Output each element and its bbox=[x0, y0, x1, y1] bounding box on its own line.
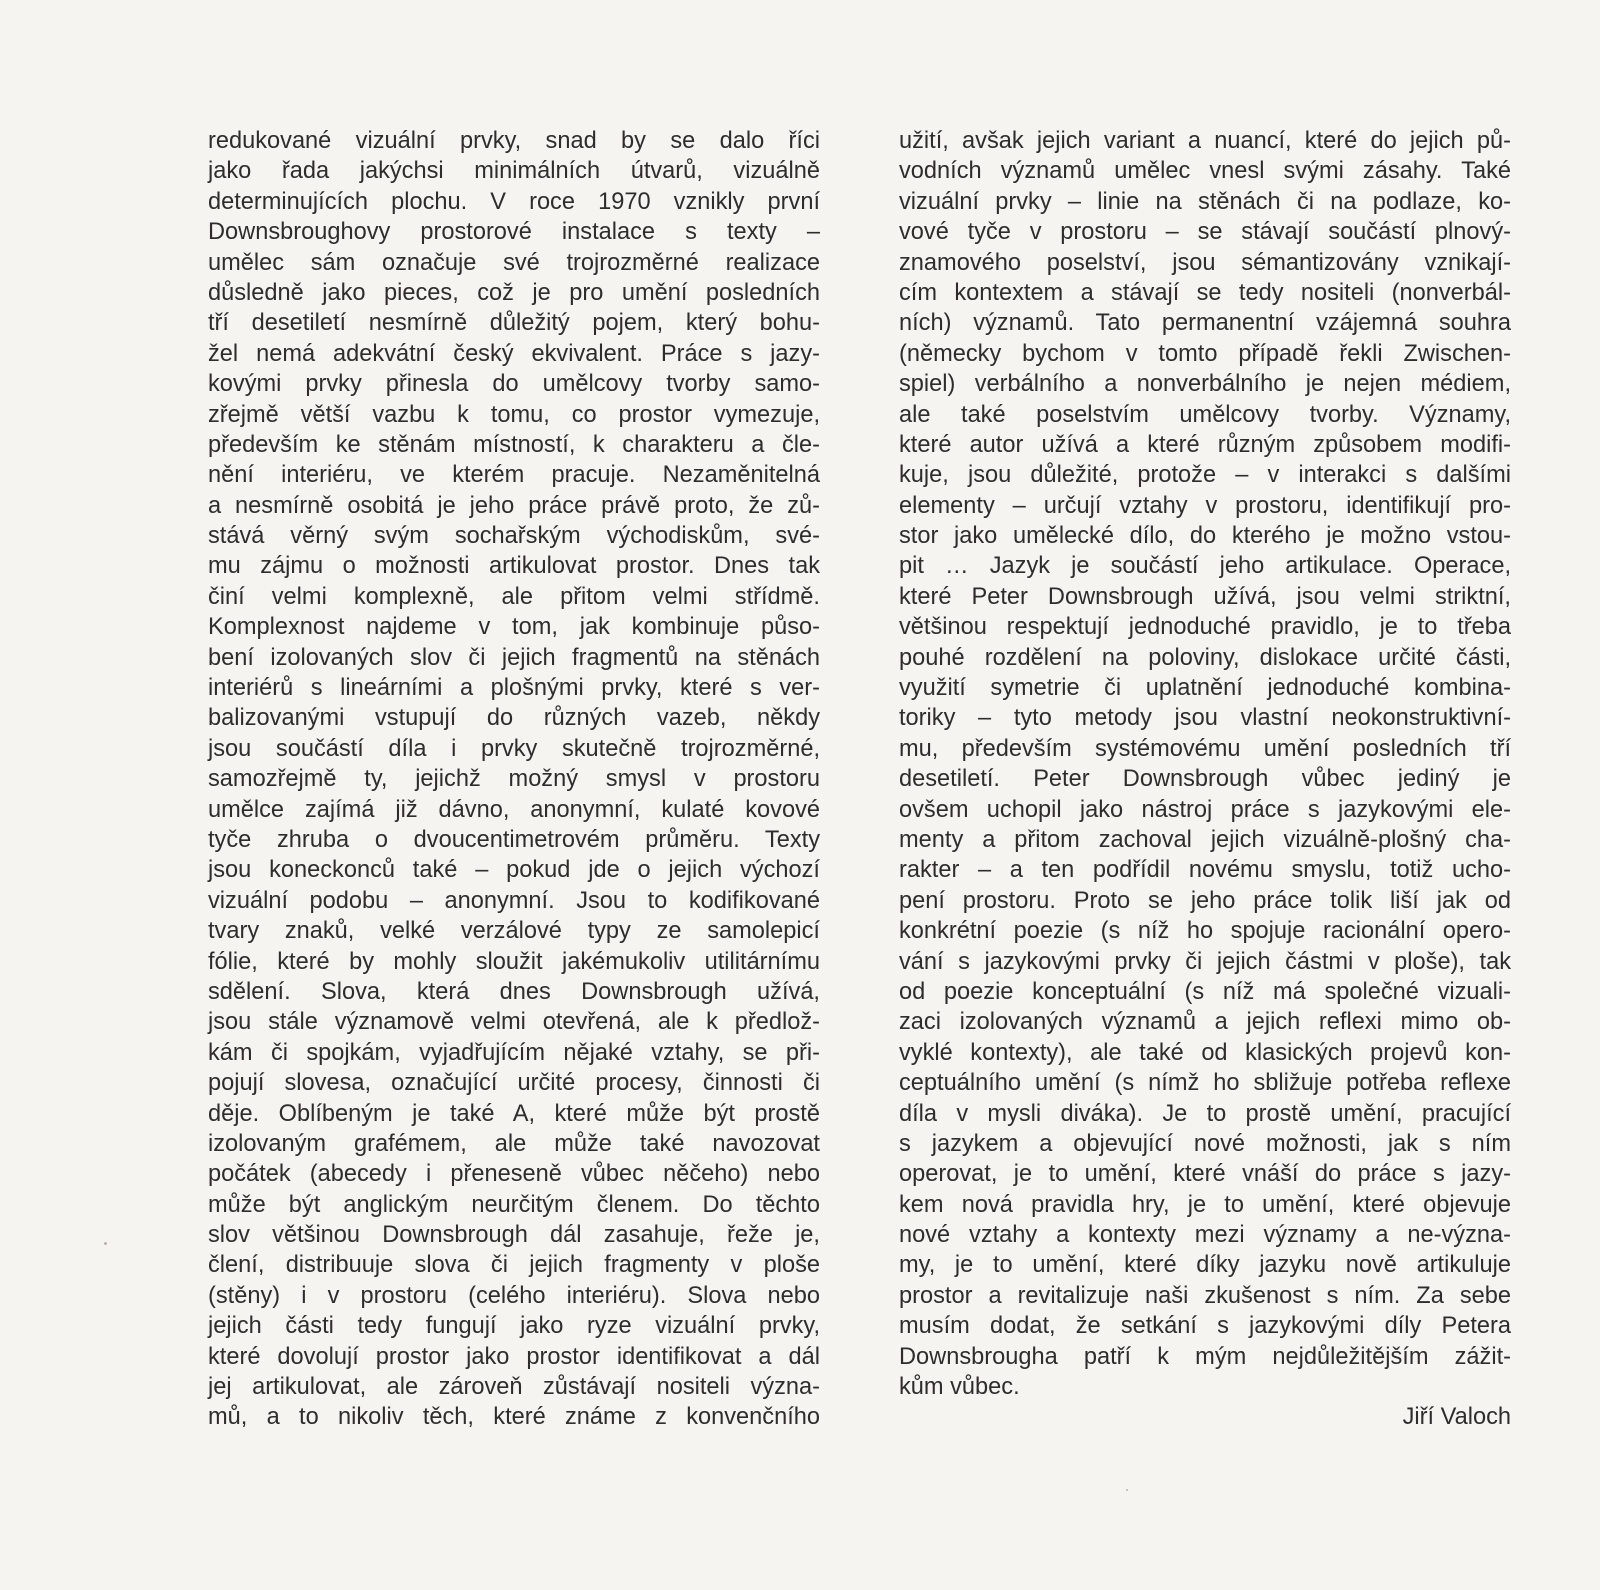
text-line: většinou respektují jednoduché pravidlo, je to třeba bbox=[899, 614, 1511, 641]
text-line: kem nová pravidla hry, je to umění, které objevuje bbox=[899, 1191, 1511, 1218]
text-line: činí velmi komplexně, ale přitom velmi střídmě. bbox=[208, 583, 820, 610]
text-line: (stěny) i v prostoru (celého interiéru). Slova nebo bbox=[208, 1282, 820, 1309]
text-line: které dovolují prostor jako prostor identifikovat a dál bbox=[208, 1343, 820, 1370]
text-line: počátek (abecedy i přeneseně vůbec něčeho) nebo bbox=[208, 1161, 820, 1188]
text-line: jejich části tedy fungují jako ryze vizuální prvky, bbox=[208, 1313, 820, 1340]
text-line: důsledně jako pieces, což je pro umění posledních bbox=[208, 279, 820, 306]
text-line: menty a přitom zachoval jejich vizuálně-plošný cha- bbox=[899, 826, 1511, 853]
text-line: bení izolovaných slov či jejich fragmentů na stěnách bbox=[208, 644, 820, 671]
text-line: člení, distribuuje slova či jejich fragmenty v ploše bbox=[208, 1252, 820, 1279]
text-line: slov většinou Downsbrough dál zasahuje, řeže je, bbox=[208, 1222, 820, 1249]
text-line: které autor užívá a které různým způsobem modifi- bbox=[899, 431, 1511, 458]
text-line: umělce zajímá již dávno, anonymní, kulaté kovové bbox=[208, 796, 820, 823]
text-line: operovat, je to umění, které vnáší do práce s jazy- bbox=[899, 1161, 1511, 1188]
text-line: jako řada jakýchsi minimálních útvarů, vizuálně bbox=[208, 158, 820, 185]
text-line: kům vůbec. bbox=[899, 1374, 1020, 1401]
text-line: konkrétní poezie (s níž ho spojuje racionální opero- bbox=[899, 918, 1511, 945]
text-line: nové vztahy a kontexty mezi významy a ne-význa- bbox=[899, 1222, 1511, 1249]
text-line: především ke stěnám místností, k charakteru a čle- bbox=[208, 431, 820, 458]
text-line: stor jako umělecké dílo, do kterého je možno vstou- bbox=[899, 523, 1511, 550]
text-line: může být anglickým neurčitým členem. Do těchto bbox=[208, 1191, 820, 1218]
text-line: pení prostoru. Proto se jeho práce tolik liší jak od bbox=[899, 887, 1511, 914]
author-signature: Jiří Valoch bbox=[1402, 1404, 1511, 1431]
text-line: rakter – a ten podřídil novému smyslu, totiž ucho- bbox=[899, 857, 1511, 884]
text-line: ale také poselstvím umělcovy tvorby. Významy, bbox=[899, 401, 1511, 428]
text-line: redukované vizuální prvky, snad by se dalo říci bbox=[208, 128, 820, 154]
text-line: vové tyče v prostoru – se stávají součástí plnový- bbox=[899, 219, 1511, 246]
text-line: vizuální podobu – anonymní. Jsou to kodifikované bbox=[208, 887, 820, 914]
text-line: spiel) verbálního a nonverbálního je nejen médiem, bbox=[899, 371, 1511, 398]
text-line: (německy bychom v tomto případě řekli Zwischen- bbox=[899, 340, 1511, 367]
text-line: zřejmě větší vazbu k tomu, co prostor vymezuje, bbox=[208, 401, 820, 428]
text-line: my, je to umění, které díky jazyku nově artikuluje bbox=[899, 1252, 1511, 1279]
text-line: a nesmírně osobitá je jeho práce právě proto, že zů- bbox=[208, 492, 820, 519]
text-line: vání s jazykovými prvky či jejich částmi v ploše), tak bbox=[899, 948, 1511, 975]
text-line: prostor a revitalizuje naši zkušenost s ním. Za sebe bbox=[899, 1282, 1511, 1309]
paper-speck bbox=[1126, 1489, 1128, 1491]
paper-speck bbox=[104, 1242, 107, 1245]
text-line: jsou součástí díla i prvky skutečně trojrozměrné, bbox=[208, 735, 820, 762]
text-line: kuje, jsou důležité, protože – v interakci s dalšími bbox=[899, 462, 1511, 489]
text-line: balizovanými vstupují do různých vazeb, někdy bbox=[208, 705, 820, 732]
text-line: pit … Jazyk je součástí jeho artikulace. Operace, bbox=[899, 553, 1511, 580]
text-line: s jazykem a objevující nové možnosti, jak s ním bbox=[899, 1130, 1511, 1157]
text-line: musím dodat, že setkání s jazykovými díly Petera bbox=[899, 1313, 1511, 1340]
text-line: tyče zhruba o dvoucentimetrovém průměru. Texty bbox=[208, 826, 820, 853]
text-line: tří desetiletí nesmírně důležitý pojem, který bohu- bbox=[208, 310, 820, 337]
text-line: vodních významů umělec vnesl svými zásahy. Také bbox=[899, 158, 1511, 185]
text-line: pouhé rozdělení na poloviny, dislokace určité části, bbox=[899, 644, 1511, 671]
text-line: kám či spojkám, vyjadřujícím nějaké vztahy, se při- bbox=[208, 1039, 820, 1066]
text-line: Downsbroughovy prostorové instalace s texty – bbox=[208, 219, 820, 246]
text-line: vyklé kontexty), ale také od klasických projevů kon- bbox=[899, 1039, 1511, 1066]
text-line: izolovaným grafémem, ale může také navozovat bbox=[208, 1130, 820, 1157]
text-line: cím kontextem a stávají se tedy nositeli (nonverbál- bbox=[899, 279, 1511, 306]
text-line: kovými prvky přinesla do umělcovy tvorby samo- bbox=[208, 371, 820, 398]
text-line: Downsbrougha patří k mým nejdůležitějším zážit- bbox=[899, 1343, 1511, 1370]
text-line: nění interiéru, ve kterém pracuje. Nezaměnitelná bbox=[208, 462, 820, 489]
text-line: pojují slovesa, označující určité procesy, činnosti či bbox=[208, 1070, 820, 1097]
text-line: samozřejmě ty, jejichž možný smysl v prostoru bbox=[208, 766, 820, 793]
text-line: zaci izolovaných významů a jejich reflexi mimo ob- bbox=[899, 1009, 1511, 1036]
text-line: užití, avšak jejich variant a nuancí, které do jejich pů- bbox=[899, 128, 1511, 154]
text-line: které Peter Downsbrough užívá, jsou velmi striktní, bbox=[899, 583, 1511, 610]
text-line: ních) významů. Tato permanentní vzájemná souhra bbox=[899, 310, 1511, 337]
text-line: stává věrný svým sochařským východiskům, své- bbox=[208, 523, 820, 550]
left-text-column bbox=[208, 126, 820, 1433]
text-line: mu, především systémovému umění posledních tří bbox=[899, 735, 1511, 762]
text-line: Komplexnost najdeme v tom, jak kombinuje půso- bbox=[208, 614, 820, 641]
text-line: elementy – určují vztahy v prostoru, identifikují pro- bbox=[899, 492, 1511, 519]
text-line: desetiletí. Peter Downsbrough vůbec jediný je bbox=[899, 766, 1511, 793]
text-line: sdělení. Slova, která dnes Downsbrough užívá, bbox=[208, 978, 820, 1005]
text-line: mů, a to nikoliv těch, které známe z konvenčního bbox=[208, 1404, 820, 1431]
text-line: umělec sám označuje své trojrozměrné realizace bbox=[208, 249, 820, 276]
text-line: od poezie konceptuální (s níž má společné vizuali- bbox=[899, 978, 1511, 1005]
text-line: jsou koneckonců také – pokud jde o jejich výchozí bbox=[208, 857, 820, 884]
text-line: interiérů s lineárními a plošnými prvky, které s ver- bbox=[208, 675, 820, 702]
text-line: ceptuálního umění (s nímž ho sbližuje potřeba reflexe bbox=[899, 1070, 1511, 1097]
text-line: toriky – tyto metody jsou vlastní neokonstruktivní- bbox=[899, 705, 1511, 732]
text-line: využití symetrie či uplatnění jednoduché kombina- bbox=[899, 675, 1511, 702]
text-line: determinujících plochu. V roce 1970 vznikly první bbox=[208, 188, 820, 215]
text-line: jej artikulovat, ale zároveň zůstávají nositeli význa- bbox=[208, 1374, 820, 1401]
text-line: žel nemá adekvátní český ekvivalent. Práce s jazy- bbox=[208, 340, 820, 367]
text-line: mu zájmu o možnosti artikulovat prostor. Dnes tak bbox=[208, 553, 820, 580]
text-line: jsou stále významově velmi otevřená, ale k předlož- bbox=[208, 1009, 820, 1036]
text-line: díla v mysli diváka). Je to prostě umění, pracující bbox=[899, 1100, 1511, 1127]
right-text-column bbox=[899, 126, 1511, 1433]
text-line: znamového poselství, jsou sémantizovány vznikají- bbox=[899, 249, 1511, 276]
text-line: děje. Oblíbeným je také A, které může být prostě bbox=[208, 1100, 820, 1127]
text-line: tvary znaků, velké verzálové typy ze samolepicí bbox=[208, 918, 820, 945]
text-line: ovšem uchopil jako nástroj práce s jazykovými ele- bbox=[899, 796, 1511, 823]
text-line: fólie, které by mohly sloužit jakémukoliv utilitárnímu bbox=[208, 948, 820, 975]
text-line: vizuální prvky – linie na stěnách či na podlaze, ko- bbox=[899, 188, 1511, 215]
